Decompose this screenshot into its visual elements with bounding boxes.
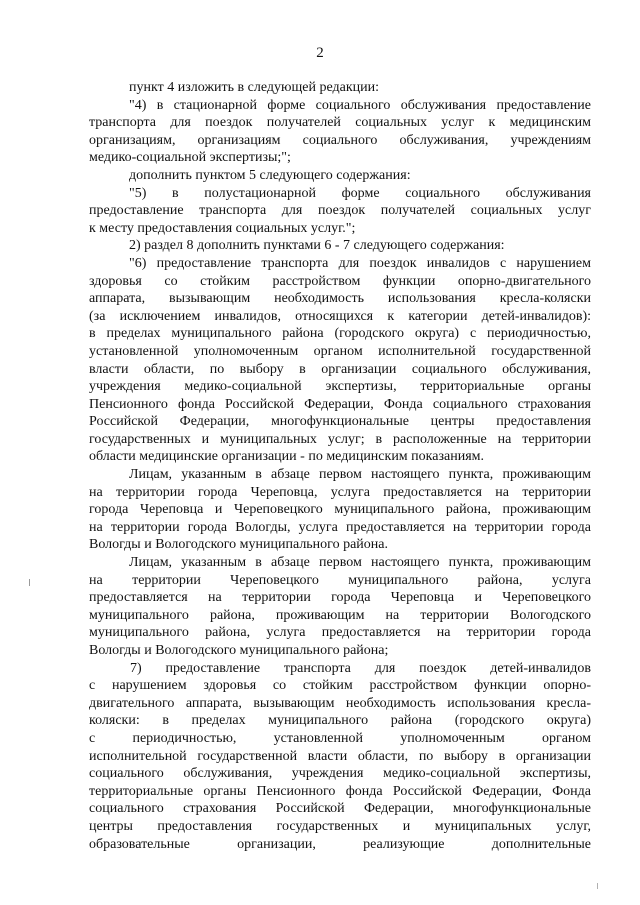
text-line: учреждения медико-социальной экспертизы, территориальные органы bbox=[89, 379, 591, 395]
text-line: с периодичностью, установленной уполномоченным органом bbox=[89, 730, 591, 746]
text-line: "6) предоставление транспорта для поездок инвалидов с нарушением bbox=[129, 255, 591, 271]
document-body bbox=[89, 79, 591, 853]
text-line: транспорта для поездок получателей социальных услуг к медицинским bbox=[89, 115, 591, 131]
text-line: "4) в стационарной форме социального обслуживания предоставление bbox=[129, 97, 591, 113]
page-number: 2 bbox=[316, 45, 324, 61]
text-line: аппарата, вызывающим необходимость использования кресла-коляски bbox=[89, 291, 591, 307]
text-line: медико-социальной экспертизы;"; bbox=[89, 150, 291, 166]
text-line: власти области, по выбору в организации социального обслуживания, bbox=[89, 361, 591, 377]
text-line: исполнительной государственной власти области, по выбору в организации bbox=[89, 748, 591, 764]
text-line: "5) в полустационарной форме социального обслуживания bbox=[129, 185, 591, 201]
text-line: на территории города Череповца, услуга предоставляется на территории bbox=[89, 484, 591, 500]
text-line: (за исключением инвалидов, относящихся к категории детей-инвалидов): bbox=[89, 308, 591, 324]
text-line: образовательные организации, реализующие дополнительные bbox=[89, 836, 591, 852]
text-line: центры предоставления государственных и муниципальных услуг, bbox=[89, 818, 591, 834]
text-line: Лицам, указанным в абзаце первом настоящего пункта, проживающим bbox=[129, 467, 591, 483]
text-line: Пенсионного фонда Российской Федерации, Фонда социального страхования bbox=[89, 396, 591, 412]
text-line: 7) предоставление транспорта для поездок детей-инвалидов bbox=[130, 660, 591, 676]
text-line: муниципального района, проживающим на территории Вологодского bbox=[89, 607, 591, 623]
text-line: Вологды и Вологодского муниципального района. bbox=[89, 537, 388, 553]
text-line: социального обслуживания, учреждения медико-социальной экспертизы, bbox=[89, 766, 591, 782]
text-line: Российской Федерации, многофункциональные центры предоставления bbox=[89, 414, 591, 430]
text-line: Вологды и Вологодского муниципального района; bbox=[89, 643, 389, 658]
text-line: социального страхования Российской Федерации, многофункциональные bbox=[89, 801, 591, 817]
text-line: Лицам, указанным в абзаце первом настоящего пункта, проживающим bbox=[129, 555, 591, 571]
text-line: области медицинские организации - по медицинским показаниям. bbox=[89, 449, 484, 465]
text-line: здоровья со стойким расстройством функции опорно-двигательного bbox=[89, 273, 591, 289]
text-line: в пределах муниципального района (городского округа) с периодичностью, bbox=[89, 326, 591, 342]
text-line: к месту предоставления социальных услуг."; bbox=[89, 220, 356, 236]
text-line: территориальные органы Пенсионного фонда Российской Федерации, Фонда bbox=[89, 783, 591, 799]
text-line: установленной уполномоченным органом исполнительной государственной bbox=[89, 343, 591, 359]
text-line: 2) раздел 8 дополнить пунктами 6 - 7 следующего содержания: bbox=[129, 238, 505, 254]
text-line: предоставление транспорта для поездок получателей социальных услуг bbox=[89, 203, 591, 219]
text-line: коляски: в пределах муниципального района (городского округа) bbox=[89, 713, 591, 729]
text-line: предоставляется на территории города Череповца и Череповецкого bbox=[89, 590, 591, 606]
text-line: двигательного аппарата, вызывающим необходимость использования кресла- bbox=[89, 695, 591, 711]
text-line: дополнить пунктом 5 следующего содержания: bbox=[129, 167, 411, 183]
text-line: государственных и муниципальных услуг; в расположенные на территории bbox=[89, 431, 591, 447]
text-line: муниципального района, услуга предоставляется на территории города bbox=[89, 625, 591, 641]
text-line: с нарушением здоровья со стойким расстройством функции опорно- bbox=[89, 678, 591, 694]
text-line: города Череповца и Череповецкого муниципального района, проживающим bbox=[89, 502, 591, 518]
scan-mark bbox=[597, 883, 598, 889]
text-line: на территории города Вологды, услуга предоставляется на территории города bbox=[89, 519, 591, 535]
text-line: организациям, организациям социального обслуживания, учреждениям bbox=[89, 132, 591, 148]
text-line: пункт 4 изложить в следующей редакции: bbox=[129, 80, 379, 95]
margin-mark bbox=[29, 579, 30, 586]
text-line: на территории Череповецкого муниципального района, услуга bbox=[89, 572, 591, 588]
